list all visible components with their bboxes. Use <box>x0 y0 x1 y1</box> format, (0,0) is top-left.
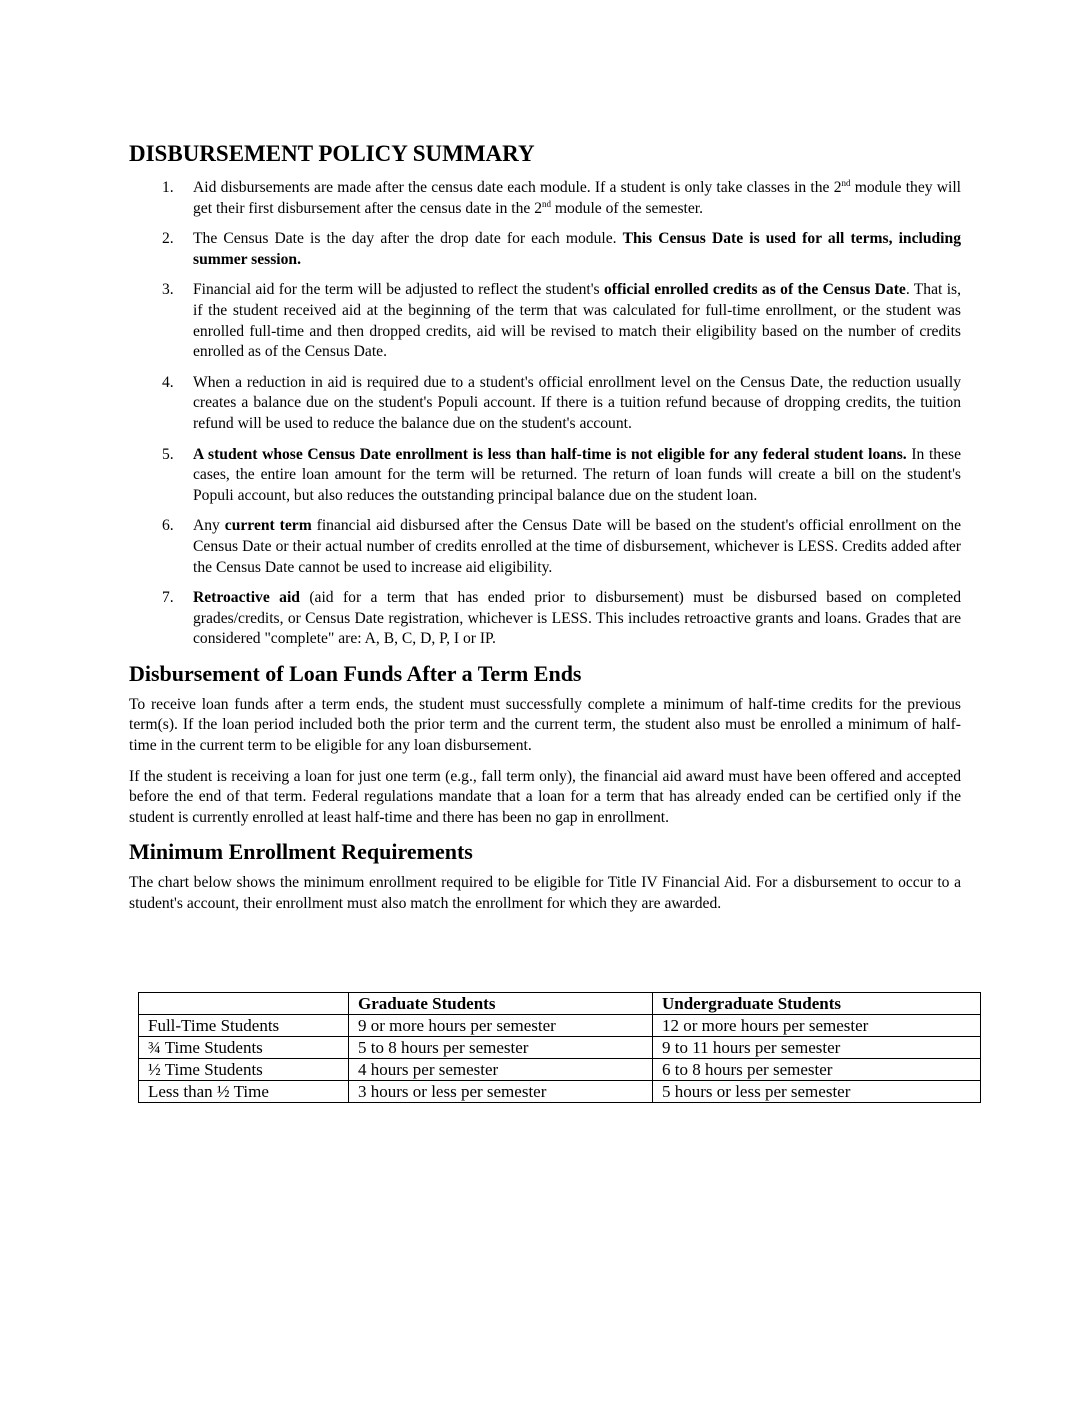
item-text: Any <box>193 517 225 535</box>
bold-text: current term <box>224 517 312 535</box>
bold-text: A student whose Census Date enrollment is less than half-time is not eligible for any federal student loans. <box>193 445 907 463</box>
superscript-text: nd <box>542 198 552 209</box>
policy-item <box>129 516 961 578</box>
content <box>129 140 961 925</box>
item-text: (aid for a term that has ended prior to disbursement) must be disbursed based on completed grades/credits, or Census Date registration, whichever is LESS. This includes retroactive grants and loans. Grades that are considered "complete" are: A, B, C, D, P, I or IP. <box>193 589 961 648</box>
table-header-cell: Graduate Students <box>349 993 653 1015</box>
paragraph: The chart below shows the minimum enrollment required to be eligible for Title IV Financial Aid. For a disbursement to occur to a student's account, their enrollment must also match the enrollment for which they are awarded. <box>129 874 961 913</box>
item-number: 3. <box>162 281 174 299</box>
section-loan-funds <box>129 660 961 829</box>
item-text: In these cases, the entire loan amount for the term will be returned. The return of loan funds will create a bill on the student's Populi account, but also reduces the outstanding principal balance due on the student loan. <box>193 445 962 504</box>
table-row <box>139 1037 981 1059</box>
table-cell: Less than ½ Time <box>139 1081 349 1103</box>
item-text: . That is, if the student received aid at the beginning of the term that was calculated for full-time enrollment, or the student was enrolled full-time and then dropped credits, aid will be revised to match their eligibility based on the number of credits enrolled as of the Census Date. <box>193 281 962 361</box>
item-number: 1. <box>162 179 174 196</box>
table-cell: Full-Time Students <box>139 1015 349 1037</box>
table-cell: 4 hours per semester <box>349 1059 653 1081</box>
table-header-cell <box>139 993 349 1015</box>
item-text: Financial aid for the term will be adjusted to reflect the student's <box>193 281 604 299</box>
table-cell: 9 or more hours per semester <box>349 1015 653 1037</box>
item-number: 7. <box>162 589 174 607</box>
table-cell: ½ Time Students <box>139 1059 349 1081</box>
table-cell: 5 hours or less per semester <box>653 1081 981 1103</box>
superscript-text: nd <box>841 177 851 188</box>
item-text: The Census Date is the day after the drop date for each module. <box>193 230 623 248</box>
paragraph: If the student is receiving a loan for just one term (e.g., fall term only), the financial aid award must have been offered and accepted before the end of that term. Federal regulations mandate that a loan for a term that has already ended can be certified only if the student is currently enrolled at least half-time and there has been no gap in enrollment. <box>129 767 961 826</box>
enrollment-table <box>138 992 981 1103</box>
bold-text: Retroactive aid <box>193 589 300 607</box>
table-cell: 6 to 8 hours per semester <box>653 1059 981 1081</box>
paragraph: To receive loan funds after a term ends, the student must successfully complete a minimum of half-time credits for the previous term(s). If the loan period included both the prior term and the current term, the student also must be enrolled a minimum of half-time in the current term to be eligible for any loan disbursement. <box>129 695 961 755</box>
policy-item <box>129 588 961 650</box>
item-number: 4. <box>162 373 174 391</box>
table-header-row <box>139 993 981 1015</box>
table-cell: 12 or more hours per semester <box>653 1015 981 1037</box>
table-cell: 5 to 8 hours per semester <box>349 1037 653 1059</box>
table-header-cell: Undergraduate Students <box>653 993 981 1015</box>
table-cell: ¾ Time Students <box>139 1037 349 1059</box>
section-heading: Disbursement of Loan Funds After a Term Ends <box>129 660 582 686</box>
item-number: 6. <box>162 517 174 535</box>
page-title: DISBURSEMENT POLICY SUMMARY <box>129 141 535 166</box>
item-number: 5. <box>162 445 174 463</box>
policy-item <box>129 445 961 507</box>
policy-list <box>129 178 961 650</box>
bold-text: official enrolled credits as of the Census Date <box>603 281 906 299</box>
section-heading: Minimum Enrollment Requirements <box>129 839 473 865</box>
policy-item <box>129 280 961 362</box>
item-text: module they will get their first disbursement after the census date in the 2 <box>193 179 962 217</box>
section-min-enrollment <box>129 838 961 914</box>
policy-item <box>129 178 961 219</box>
table-cell: 9 to 11 hours per semester <box>653 1037 981 1059</box>
item-text: financial aid disbursed after the Census Date will be based on the student's official enrollment on the Census Date or their actual number of credits enrolled at the time of disbursement, whichever is LESS. Credits added after the Census Date cannot be used to increase aid eligibility. <box>193 517 961 576</box>
bold-text: This Census Date is used for all terms, including summer session. <box>193 230 961 268</box>
table-row <box>139 1081 981 1103</box>
table-cell: 3 hours or less per semester <box>349 1081 653 1103</box>
item-number: 2. <box>162 230 174 248</box>
policy-item <box>129 229 961 270</box>
item-text: When a reduction in aid is required due to a student's official enrollment level on the Census Date, the reduction usually creates a balance due on the student's Populi account. If there is a tuition refund because of dropping credits, the tuition refund will be used to reduce the balance due on the student's account. <box>193 373 961 432</box>
item-text: module of the semester. <box>551 199 704 217</box>
table-row <box>139 1015 981 1037</box>
policy-item <box>129 373 961 435</box>
item-text: Aid disbursements are made after the census date each module. If a student is only take classes in the 2 <box>193 179 842 196</box>
table-row <box>139 1059 981 1081</box>
